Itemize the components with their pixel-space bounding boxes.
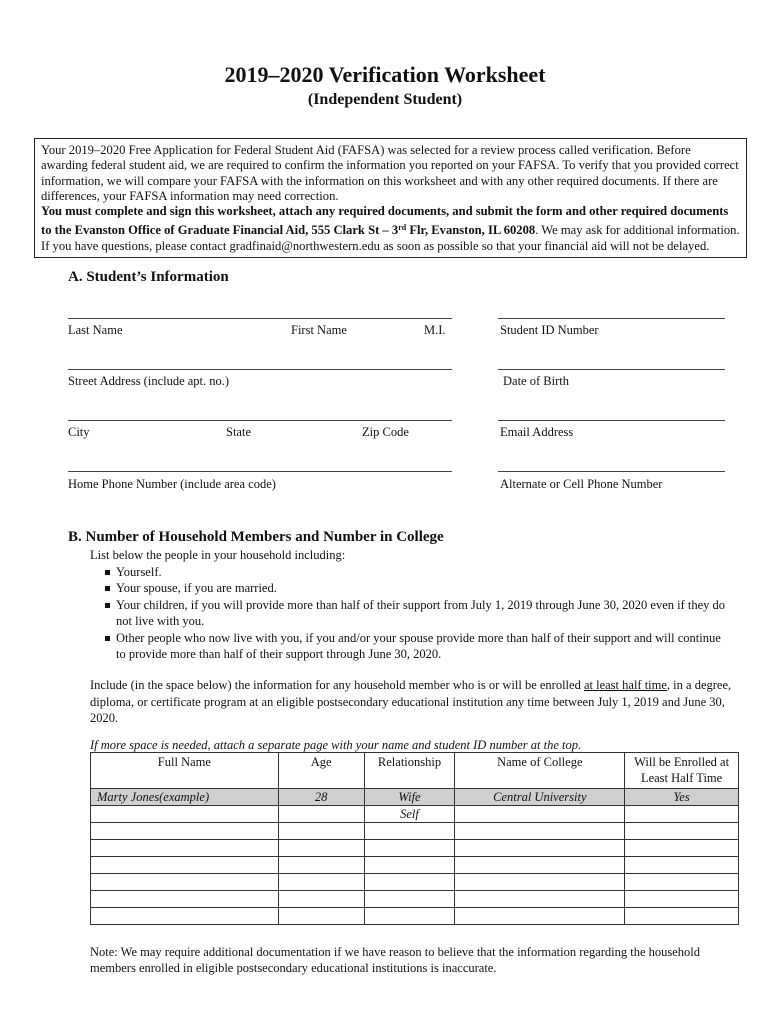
list-item: Your spouse, if you are married. — [103, 580, 733, 597]
more-space-note: If more space is needed, attach a separate page with your name and student ID number at the top. — [90, 738, 582, 752]
table-row[interactable] — [91, 857, 739, 874]
city-label: City — [68, 425, 90, 439]
intro-instructions-2: Flr, Evanston, IL 60208 — [406, 223, 536, 238]
page-title: 2019–2020 Verification Worksheet — [224, 62, 546, 87]
include-instructions: Include (in the space below) the information for any household member who is or will be enrolled at least half time, in a degree, diploma, or certificate program at an eligible postsecondary educational institution any time between July 1, 2019 and June 30, 2020. — [90, 678, 732, 725]
home-phone-line[interactable] — [68, 471, 452, 472]
list-item: Other people who now live with you, if you and/or your spouse provide more than half of their support and will continue to provide more than half of their support through June 30, 2020. — [103, 630, 733, 663]
first-name-label: First Name — [291, 323, 347, 337]
intro-box — [34, 138, 747, 258]
list-item: Yourself. — [103, 564, 733, 581]
example-row: Marty Jones(example) 28 Wife Central University Yes — [91, 789, 739, 806]
col-relationship: Relationship — [364, 753, 455, 789]
intro-sup: rd — [398, 222, 407, 232]
street-line[interactable] — [68, 369, 452, 370]
city-line[interactable] — [68, 420, 452, 421]
intro-text: Your 2019–2020 Free Application for Federal Student Aid (FAFSA) was selected for a review process called verification. Before awarding federal student aid, we are required to confirm the information you reported on your FAFSA. To verify that you provided correct information, we will compare your FAFSA with the information on this worksheet and with any other required documents. If there are differences, your FAFSA information may need correction. — [41, 143, 739, 203]
dob-label: Date of Birth — [503, 374, 569, 388]
alt-phone-label: Alternate or Cell Phone Number — [500, 477, 663, 491]
col-age: Age — [278, 753, 364, 789]
street-label: Street Address (include apt. no.) — [68, 374, 230, 388]
col-half-time: Will be Enrolled at Least Half Time — [625, 753, 739, 789]
table-header-row — [91, 753, 739, 789]
state-label: State — [226, 425, 251, 439]
email-line[interactable] — [498, 420, 725, 421]
list-item: Your children, if you will provide more than half of their support from July 1, 2019 through June 30, 2020 even if they do not live with you. — [103, 597, 733, 630]
mi-label: M.I. — [424, 323, 446, 337]
list-intro: List below the people in your household including: — [90, 548, 346, 562]
footnote: Note: We may require additional documentation if we have reason to believe that the information regarding the household members enrolled in eligible postsecondary educational institutions is inaccurate. — [90, 945, 701, 975]
intro-instructions-1: You must complete and sign this worksheet, attach any required documents, and submit the form and other required documents to the Evanston Office of Graduate Financial Aid, 555 Clark St – 3 — [41, 204, 729, 238]
student-id-line[interactable] — [498, 318, 725, 319]
col-college: Name of College — [455, 753, 625, 789]
household-list — [90, 547, 740, 663]
student-id-label: Student ID Number — [500, 323, 599, 337]
section-a-heading: A. Student’s Information — [68, 269, 229, 285]
dob-line[interactable] — [498, 369, 725, 370]
household-table — [90, 752, 739, 925]
last-name-label: Last Name — [68, 323, 123, 337]
table-row[interactable] — [91, 891, 739, 908]
col-full-name: Full Name — [91, 753, 279, 789]
table-row[interactable]: Self — [91, 806, 739, 823]
page-subtitle: (Independent Student) — [307, 91, 463, 108]
half-time-emphasis: at least half time — [583, 678, 667, 692]
table-row[interactable] — [91, 908, 739, 925]
section-b-heading: B. Number of Household Members and Number in College — [68, 529, 444, 545]
alt-phone-line[interactable] — [498, 471, 725, 472]
name-line[interactable] — [68, 318, 452, 319]
table-row[interactable] — [91, 823, 739, 840]
table-row[interactable] — [91, 840, 739, 857]
zip-label: Zip Code — [362, 425, 409, 439]
table-row[interactable] — [91, 874, 739, 891]
intro-contact: . We may ask for additional information. If you have questions, please contact gradfinaid@northwestern.edu as soon as possible so that your financial aid will not be delayed. — [41, 223, 740, 253]
home-phone-label: Home Phone Number (include area code) — [68, 477, 276, 491]
email-label: Email Address — [500, 425, 574, 439]
